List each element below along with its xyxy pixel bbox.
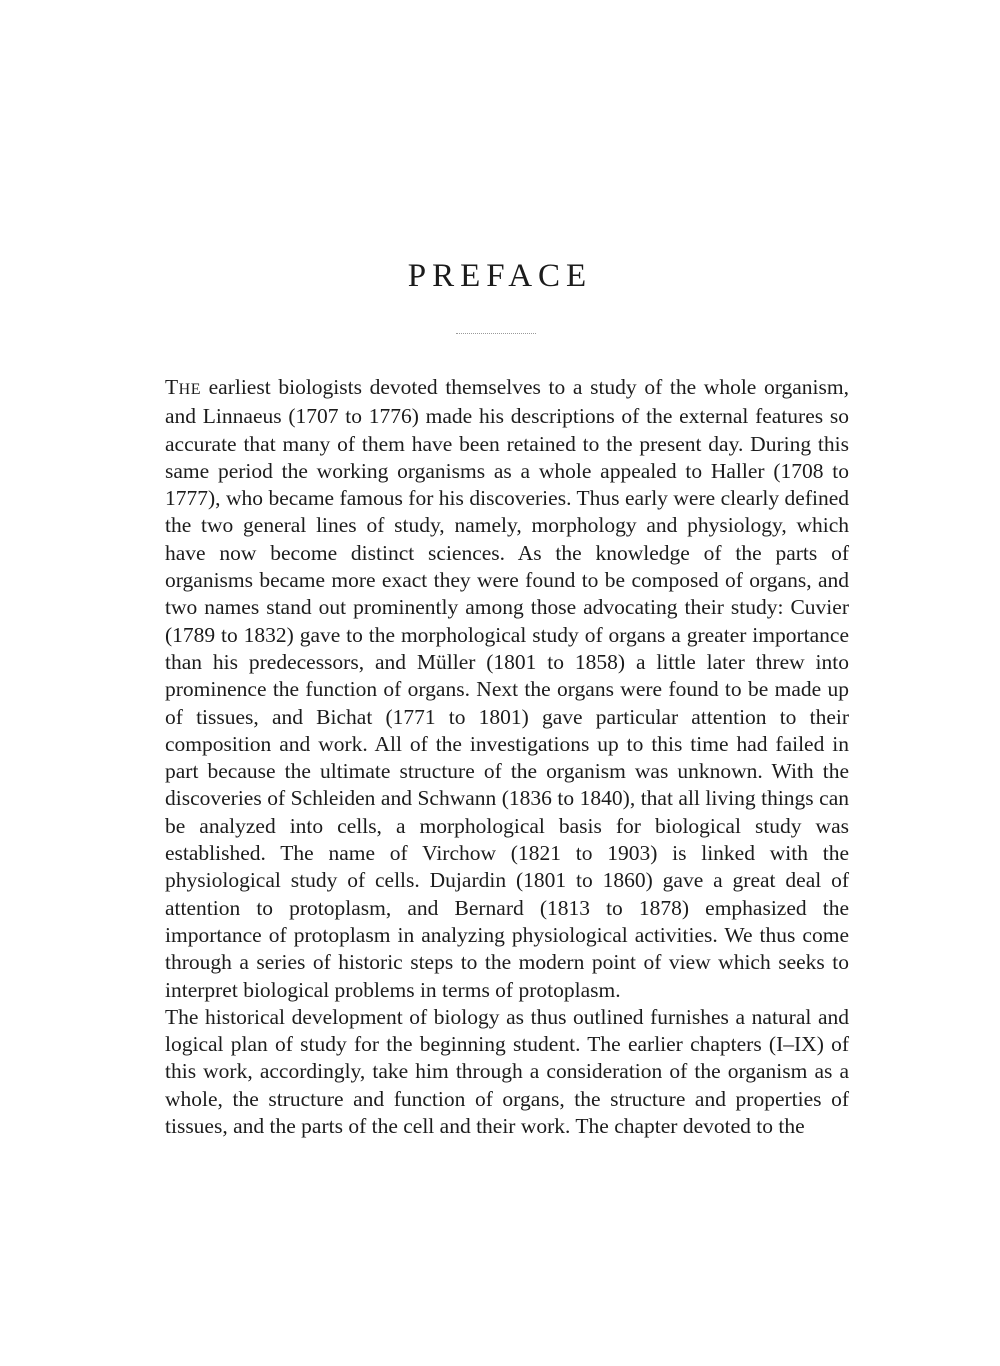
paragraph-1 (165, 374, 849, 1004)
paragraph-1-lead-smallcaps: THE (165, 375, 201, 399)
preface-body (165, 374, 849, 1140)
page-title: PREFACE (407, 258, 593, 294)
title-ornament-rule (456, 333, 536, 334)
paragraph-1-text: earliest biologists devoted themselves to a study of the whole organism, and Linnaeus (1707 to 1776) made his descriptions of the external features so accurate that many of them have been retained to the present day. During this same period the working organisms as a whole appealed to Haller (1708 to 1777), who became famous for his discoveries. Thus early were clearly defined the two general lines of study, namely, morphology and physiology, which have now become distinct sciences. As the knowledge of the parts of organisms became more exact they were found to be composed of organs, and two names stand out prominently among those advocating their study: Cuvier (1789 to 1832) gave to the morphological study of organs a greater importance than his predecessors, and Müller (1801 to 1858) a little later threw into prominence the function of organs. Next the organs were found to be made up of tissues, and Bichat (1771 to 1801) gave particular attention to their composition and work. All of the investigations up to this time had failed in part because the ultimate structure of the organism was unknown. With the discoveries of Schleiden and Schwann (1836 to 1840), that all living things can be analyzed into cells, a morphological basis for biological study was established. The name of Virchow (1821 to 1903) is linked with the physiological study of cells. Dujardin (1801 to 1860) gave a great deal of attention to protoplasm, and Bernard (1813 to 1878) emphasized the importance of protoplasm in analyzing physiological activities. We thus come through a series of historic steps to the modern point of view which seeks to interpret biological problems in terms of protoplasm. (165, 375, 849, 1002)
paragraph-2: The historical development of biology as thus outlined furnishes a natural and logical plan of study for the beginning student. The earlier chapters (I–IX) of this work, accordingly, take him through a consideration of the organism as a whole, the structure and function of organs, the structure and properties of tissues, and the parts of the cell and their work. The chapter devoted to the (165, 1004, 849, 1139)
